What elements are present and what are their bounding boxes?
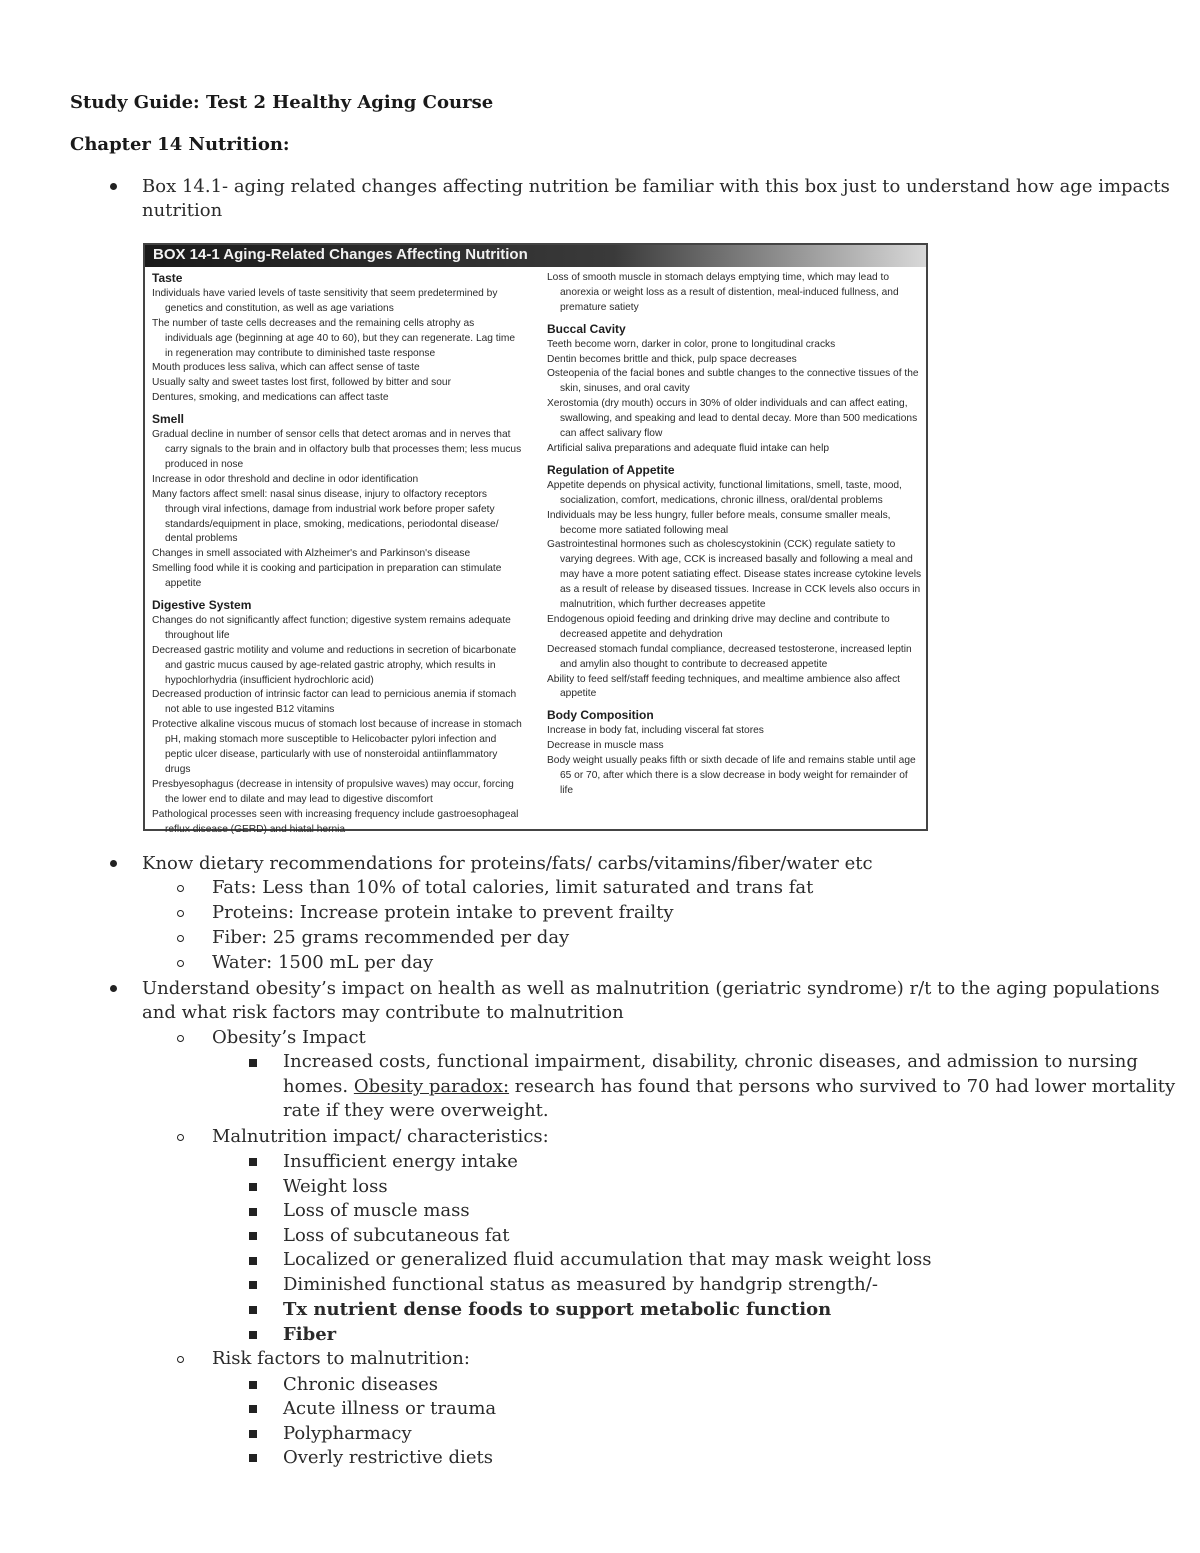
box-item: Xerostomia (dry mouth) occurs in 30% of older individuals and can affect eating, swallowing, and speaking and lead to dental decay. More than 500 medications can affect salivary flow [547, 398, 918, 440]
sub-bullet-text: Malnutrition impact/ characteristics: [212, 1126, 549, 1147]
box-item: Decrease in muscle mass [547, 740, 664, 752]
box-header [145, 245, 926, 267]
square-bullet [249, 1331, 257, 1339]
box-item: Many factors affect smell: nasal sinus disease, injury to olfactory receptors through viral infections, damage from industrial work before proper safety standards/equipment in place, smoking, medications, periodontal disease/ dental problems [152, 488, 499, 545]
malnutrition-item: Loss of subcutaneous fat [283, 1225, 510, 1246]
bullet-text: Know dietary recommendations for proteins/fats/ carbs/vitamins/fiber/water etc [142, 853, 873, 874]
square-bullet [249, 1281, 257, 1289]
square-bullet [249, 1381, 257, 1389]
box-item: Decreased gastric motility and volume and reductions in secretion of bicarbonate and gastric mucus caused by age-related gastric atrophy, which results in hypochlorhydria (insufficient hydrochloric acid) [152, 644, 517, 686]
sub-bullet-text: Risk factors to malnutrition: [212, 1348, 470, 1369]
box-item: Protective alkaline viscous mucus of stomach lost because of increase in stomach pH, making stomach more susceptible to Helicobacter pylori infection and peptic ulcer disease, particularly with use of nonsteroidal antiinflammatory drugs [152, 719, 522, 775]
sub-bullet-circle [177, 1356, 184, 1363]
bullet-dot [110, 860, 117, 867]
obesity-paradox-term: Obesity paradox: [353, 1076, 510, 1097]
box-item: Mouth produces less saliva, which can affect sense of taste [152, 362, 420, 374]
sub-bullet-circle [177, 935, 184, 942]
box-item: Pathological processes seen with increasing frequency include gastroesophageal reflux disease (GERD) and hiatal hernia [152, 808, 519, 835]
malnutrition-item: Diminished functional status as measured by handgrip strength/- [283, 1274, 878, 1295]
square-bullet [249, 1306, 257, 1314]
box-item: Changes do not significantly affect function; digestive system remains adequate throughout life [152, 614, 511, 641]
box-item: The number of taste cells decreases and the remaining cells atrophy as individuals age (beginning at age 40 to 60), but they can regenerate. Lag time in regeneration may contribute to diminished taste response [152, 317, 516, 359]
risk-item: Chronic diseases [283, 1374, 438, 1395]
sub-bullet-text: Fats: Less than 10% of total calories, limit saturated and trans fat [212, 877, 814, 898]
sub-bullet-text: Obesity’s Impact [212, 1027, 366, 1048]
box-item: Ability to feed self/staff feeding techniques, and mealtime ambience also affect appetite [547, 673, 901, 700]
square-bullet [249, 1208, 257, 1216]
box-section-heading: Digestive System [152, 598, 252, 613]
risk-item: Overly restrictive diets [283, 1447, 493, 1468]
square-bullet [249, 1257, 257, 1265]
square-bullet [249, 1158, 257, 1166]
box-item: Gradual decline in number of sensor cells that detect aromas and in nerves that carry signals to the brain and in olfactory bulb that processes them; less mucus produced in nose [152, 429, 522, 470]
bullet-dot [110, 183, 117, 190]
box-item: Teeth become worn, darker in color, prone to longitudinal cracks [547, 338, 836, 350]
square-bullet [249, 1059, 257, 1067]
box-section-heading: Buccal Cavity [547, 321, 626, 336]
chapter-heading: Chapter 14 Nutrition: [70, 134, 290, 155]
square-bullet [249, 1430, 257, 1438]
malnutrition-item: Weight loss [283, 1176, 388, 1197]
box-title: BOX 14-1 Aging-Related Changes Affecting Nutrition [153, 246, 528, 263]
risk-item: Acute illness or trauma [283, 1398, 497, 1419]
box-item: Body weight usually peaks fifth or sixth decade of life and remains stable until age 65 or 70, after which there is a slow decrease in body weight for remainder of life [547, 755, 916, 796]
box-section-heading: Taste [152, 271, 183, 285]
square-bullet [249, 1232, 257, 1240]
malnutrition-item: Loss of muscle mass [283, 1200, 470, 1221]
sub-bullet-text: Water: 1500 mL per day [212, 952, 434, 973]
obesity-text-pre: homes. [283, 1076, 354, 1097]
sub-bullet-text: Proteins: Increase protein intake to prevent frailty [212, 902, 674, 923]
box-14-1-figure [143, 243, 928, 835]
box-item: Increase in odor threshold and decline in odor identification [152, 473, 419, 485]
box-item: Dentin becomes brittle and thick, pulp space decreases [547, 353, 797, 365]
square-bullet [249, 1405, 257, 1413]
box-item: Usually salty and sweet tastes lost first, followed by bitter and sour [152, 377, 451, 389]
box-item: Dentures, smoking, and medications can affect taste [152, 392, 389, 404]
box-item: Loss of smooth muscle in stomach delays emptying time, which may lead to anorexia or weight loss as a result of distention, meal-induced fullness, and premature satiety [547, 272, 899, 313]
malnutrition-item: Localized or generalized fluid accumulation that may mask weight loss [283, 1249, 932, 1270]
box-item: Osteopenia of the facial bones and subtle changes to the connective tissues of the skin, sinuses, and oral cavity [547, 368, 919, 395]
sub-bullet-text: Fiber: 25 grams recommended per day [212, 927, 570, 948]
box-section-heading: Body Composition [547, 708, 654, 723]
box-item: Presbyesophagus (decrease in intensity of propulsive waves) may occur, forcing the lower end to dilate and may lead to digestive discomfort [152, 778, 514, 805]
document-title: Study Guide: Test 2 Healthy Aging Course [70, 92, 494, 113]
sub-bullet-circle [177, 910, 184, 917]
box-item: Decreased stomach fundal compliance, decreased testosterone, increased leptin and amylin also thought to contribute to decreased appetite [547, 643, 912, 670]
bullet-text: Box 14.1- aging related changes affecting nutrition be familiar with this box just to understand how age impacts [142, 176, 1170, 197]
obesity-text-cont: rate if they were overweight. [283, 1100, 549, 1121]
box-right-column [547, 271, 923, 799]
box-item: Gastrointestinal hormones such as cholescystokinin (CCK) regulate satiety to varying degrees. With age, CCK is increased basally and following a meal and may have a more potent satiating effect. Disease states increase cytokine levels as a result of release by diseased tissues. Increase in CCK levels also occurs in malnutrition, which further decreases appetite [547, 539, 922, 611]
malnutrition-item-bold: Fiber [283, 1324, 337, 1345]
sub-bullet-circle [177, 1035, 184, 1042]
sub-bullet-circle [177, 960, 184, 967]
bullet-dot [110, 985, 117, 992]
box-item: Appetite depends on physical activity, functional limitations, smell, taste, mood, socialization, comfort, medications, chronic illness, oral/dental problems [547, 479, 902, 506]
box-item: Changes in smell associated with Alzheimer's and Parkinson's disease [152, 548, 471, 560]
box-item: Endogenous opioid feeding and drinking drive may decline and contribute to decreased appetite and dehydration [547, 613, 890, 640]
obesity-text-cont [283, 1075, 1175, 1099]
risk-item: Polypharmacy [283, 1423, 412, 1444]
box-item: Smelling food while it is cooking and participation in preparation can stimulate appetite [152, 563, 502, 590]
box-item: Individuals may be less hungry, fuller before meals, consume smaller meals, become more satiated following meal [547, 509, 891, 536]
bullet-text-cont: nutrition [142, 200, 223, 221]
malnutrition-item: Insufficient energy intake [283, 1151, 518, 1172]
square-bullet [249, 1454, 257, 1462]
box-item: Increase in body fat, including visceral fat stores [547, 725, 764, 737]
sub-bullet-circle [177, 885, 184, 892]
box-section-heading: Regulation of Appetite [547, 462, 675, 477]
sub-bullet-circle [177, 1134, 184, 1141]
box-item: Artificial saliva preparations and adequate fluid intake can help [547, 442, 830, 454]
obesity-text: Increased costs, functional impairment, disability, chronic diseases, and admission to nursing [283, 1051, 1138, 1072]
bullet-text: Understand obesity’s impact on health as well as malnutrition (geriatric syndrome) r/t to the aging populations [142, 978, 1160, 999]
box-section-heading: Smell [152, 412, 185, 427]
bullet-text-cont: and what risk factors may contribute to malnutrition [142, 1002, 624, 1023]
box-item: Decreased production of intrinsic factor can lead to pernicious anemia if stomach not able to use ingested B12 vitamins [152, 689, 517, 716]
square-bullet [249, 1183, 257, 1191]
malnutrition-item-bold: Tx nutrient dense foods to support metabolic function [283, 1299, 832, 1320]
box-item: Individuals have varied levels of taste sensitivity that seem predetermined by genetics and constitution, as well as age variations [152, 287, 498, 314]
box-left-column [152, 271, 524, 838]
obesity-text-post: research has found that persons who survived to 70 had lower mortality [509, 1076, 1176, 1097]
